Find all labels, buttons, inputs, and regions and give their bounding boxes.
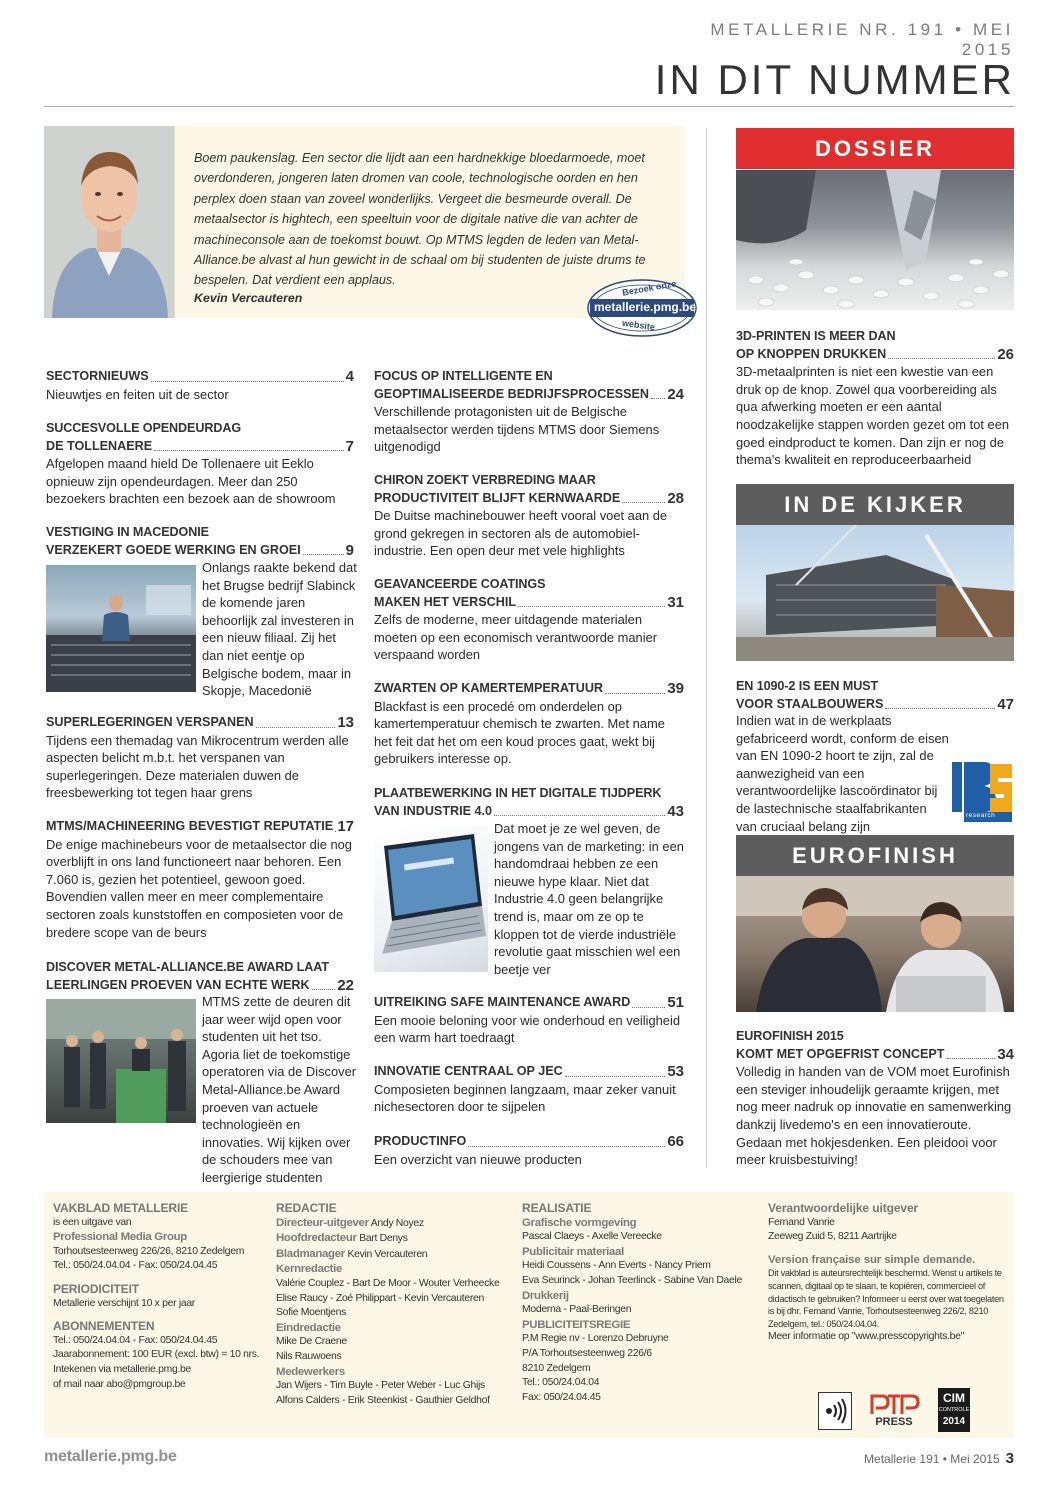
toc-item-heading: UITREIKING SAFE MAINTENANCE AWARD bbox=[374, 995, 631, 1009]
toc-item-heading: VOOR STAALBOUWERS bbox=[736, 696, 884, 711]
toc-item-heading: OP KNOPPEN DRUKKEN bbox=[736, 346, 887, 361]
toc-page-number: 53 bbox=[667, 1063, 684, 1080]
toc-item-coatings[interactable] bbox=[374, 576, 684, 664]
eurofinish-photo bbox=[736, 876, 1014, 1012]
toc-page-number: 28 bbox=[667, 489, 684, 507]
toc-item-safe-maintenance[interactable] bbox=[374, 994, 684, 1047]
toc-item-plaatbewerking-summary: Dat moet je ze wel geven, de jongens van de marketing: in een handomdraai hebben ze een nieuwe hype klaar. Niet dat Industrie 4.0 geen belangrijke trend is, maar om ze op te kloppen tot de vierde industriële revolutie gaat misschien wel een beetje ver bbox=[494, 821, 684, 977]
stamp-url[interactable]: metallerie.pmg.be bbox=[594, 300, 697, 314]
toc-item-summary: Een overzicht van nieuwe producten bbox=[374, 1151, 582, 1167]
column-divider bbox=[706, 128, 707, 1168]
stamp-bottom-text: website bbox=[621, 317, 656, 333]
toc-page-number: 17 bbox=[337, 818, 354, 835]
website-stamp[interactable] bbox=[586, 278, 698, 338]
toc-item-heading: ZWARTEN OP KAMERTEMPERATUUR bbox=[374, 681, 604, 695]
toc-item-chiron[interactable] bbox=[374, 472, 684, 560]
toc-page-number: 31 bbox=[667, 593, 684, 611]
toc-item-heading: PRODUCTINFO bbox=[374, 1134, 467, 1148]
toc-item-heading: SUPERLEGERINGEN VERSPANEN bbox=[46, 715, 254, 729]
toc-item-discover-award[interactable] bbox=[46, 959, 354, 994]
toc-item-summary: 3D-metaalprinten is niet een kwestie van een druk op de knop. Zowel qua voorbereiding als qua afwerking moeten er een aantal noodzakelijke stappen worden gezet om tot een goed eindproduct te komen. Dan zijn er nog de thema's kwaliteit en reproduceerbaarheid bbox=[736, 364, 1010, 468]
toc-page-number: 22 bbox=[337, 976, 354, 994]
toc-item-heading: SECTORNIEUWS bbox=[46, 369, 149, 383]
toc-item-summary: Composieten beginnen langzaam, maar zeker vanuit nichesectoren door te sijpelen bbox=[374, 1081, 676, 1115]
toc-item-heading: EUROFINISH 2015 bbox=[736, 1029, 844, 1043]
toc-item-summary: Afgelopen maand hield De Tollenaere uit Eeklo opnieuw zijn opendeurdagen. Meer dan 250 bezoekers brachten een bezoek aan de showroom bbox=[46, 456, 336, 507]
toc-item-heading: GEOPTIMALISEERDE BEDRIJFSPROCESSEN bbox=[374, 386, 650, 401]
toc-item-summary: Nieuwtjes en feiten uit de sector bbox=[46, 386, 229, 402]
colophon-column-realisatie: REALISATIE Grafische vormgeving Pascal Claeys - Axelle Vereecke Publicitair materiaal Heidi Coussens - Ann Everts - Nancy Priem Eva Seurinck - Johan Teerlinck - Sabine Van Daele Drukkerij Moderna - Paal-Beringen PUBLICITEITSREGIE P.M Regie nv - Lorenzo Debruyne P/A Torhoutsesteenweg 226/6 8210 Zedelgem Tel.: 050/24.04.04 Fax: 050/24.04.45 bbox=[522, 1201, 742, 1403]
cim-logo-text: CIM bbox=[943, 1391, 965, 1405]
toc-item-macedonie[interactable] bbox=[46, 524, 354, 559]
toc-item-tollenaere[interactable] bbox=[46, 420, 354, 508]
toc-item-3d-printen[interactable] bbox=[736, 328, 1014, 469]
toc-item-summary: Een mooie beloning voor wie onderhoud en veiligheid een warm hart toedraagt bbox=[374, 1012, 681, 1046]
page-title: IN DIT NUMMER bbox=[654, 56, 1015, 103]
stamp-top-text: Bezoek onze bbox=[621, 278, 677, 298]
toc-item-heading: VESTIGING IN MACEDONIE bbox=[46, 525, 209, 539]
bis-research-logo bbox=[950, 760, 1014, 822]
toc-item-mtms[interactable] bbox=[46, 818, 354, 941]
toc-item-en-1090[interactable] bbox=[736, 678, 1014, 713]
toc-item-heading: CHIRON ZOEKT VERBREDING MAAR bbox=[374, 473, 596, 487]
colophon-column-redactie: REDACTIE Directeur-uitgever Andy Noyez Hoofdredacteur Bart Denys Bladmanager Kevin Vercauteren Kernredactie Valérie Couplez - Bart De Moor - Wouter Verheecke Elise Raucy - Zoé Philippart - Kevin Vercauteren Sofie Moentjens Eindredactie Mike De Craene Nils Rauwoens Medewerkers Jan Wijers - Tim Buyle - Peter Weber - Luc Ghijs Alfons Calders - Erik Steenkist - Gauthier Geldhof bbox=[276, 1201, 500, 1406]
toc-item-heading: FOCUS OP INTELLIGENTE EN bbox=[374, 369, 553, 383]
toc-item-en-1090-summary: Indien wat in de werkplaats gefabriceerd wordt, conform de eisen van EN 1090-2 hoort te zijn, zal de aanwezigheid van een verantwoordelijke lascoördinator bij de lastechnische staalfabrikanten van cruciaal belang zijn bbox=[736, 713, 949, 834]
toc-item-focus[interactable] bbox=[374, 368, 684, 456]
editorial-author: Kevin Vercauteren bbox=[194, 291, 303, 305]
in-de-kijker-banner: IN DE KIJKER bbox=[736, 484, 1014, 525]
toc-item-heading: PRODUCTIVITEIT BLIJFT KERNWAARDE bbox=[374, 490, 621, 505]
press-logo-text: PRESS bbox=[875, 1416, 913, 1428]
toc-item-jec[interactable] bbox=[374, 1063, 684, 1116]
colophon-column-publisher: VAKBLAD METALLERIE is een uitgave van Professional Media Group Torhoutsesteenweg 226/26, 8210 Zedelgem Tel.: 050/24.04.04 - Fax: 050/24.04.45 PERIODICITEIT Metallerie verschijnt 10 x per jaar ABONNEMENTEN Tel.: 050/24.04.04 - Fax: 050/24.04.45 Jaarabonnement: 100 EUR (excl. btw) = 10 nrs. Intekenen via metallerie.pmg.be of mail naar abo@pmgroup.be bbox=[53, 1201, 260, 1390]
editorial-text: Boem paukenslag. Een sector die lijdt aan een hardnekkige bloedarmoede, moet overdonderen, jongeren laten dromen van coole, technologische oorden en hen perplex doen staan van zoveel wonderlijks. Vergeet die besmeurde overall. De metaalsector is hightech, een speeltuin voor de digitale native die van achter de machineconsole aan de toekomst bouwt. Op MTMS legden de leden van Metal-Alliance.be alvast al hun gewicht in de schaal om bij studenten de juiste drums te bespelen. Dat verdient een applaus. bbox=[194, 151, 646, 288]
toc-page-number: 4 bbox=[345, 368, 354, 385]
page-footer bbox=[820, 1450, 1014, 1467]
toc-page-number: 9 bbox=[345, 541, 354, 559]
tablet-laptop-photo bbox=[374, 826, 488, 972]
header-divider bbox=[44, 106, 1014, 107]
students-award-photo bbox=[46, 999, 196, 1123]
toc-item-summary: Verschillende protagonisten uit de Belgische metaalsector werden tijdens MTMS door Siemens uitgenodigd bbox=[374, 404, 660, 455]
toc-item-heading: VAN INDUSTRIE 4.0 bbox=[374, 803, 493, 818]
laser-machine-photo bbox=[46, 565, 196, 692]
logo-text: research bbox=[966, 812, 996, 819]
toc-item-superlegeringen[interactable] bbox=[46, 714, 354, 802]
3d-printing-photo bbox=[736, 170, 1014, 310]
toc-item-heading: MAKEN HET VERSCHIL bbox=[374, 594, 517, 609]
toc-item-heading: MTMS/MACHINEERING BEVESTIGT REPUTATIE bbox=[46, 819, 334, 833]
toc-page-number: 34 bbox=[997, 1045, 1014, 1063]
toc-item-summary: Tijdens een themadag van Mikrocentrum werden alle aspecten belicht m.b.t. het verspanen van superlegeringen. Deze materialen duwen de freesbewerking tot tegen haar grens bbox=[46, 732, 349, 801]
toc-item-summary: Volledig in handen van de VOM moet Eurofinish een steviger inhoudelijk geraamte krijgen, met nog meer nadruk op innovatie en samenwerking dankzij livedemo's en een innovatieroute. Gedaan met hokjesdenken. Een pleidooi voor meer kruisbestuiving! bbox=[736, 1064, 1012, 1168]
toc-page-number: 26 bbox=[997, 345, 1014, 363]
toc-page-number: 24 bbox=[667, 385, 684, 403]
toc-page-number: 39 bbox=[667, 680, 684, 697]
toc-item-zwarten[interactable] bbox=[374, 680, 684, 768]
toc-item-heading: LEERLINGEN PROEVEN VAN ECHTE WERK bbox=[46, 977, 310, 992]
toc-page-number: 43 bbox=[667, 802, 684, 820]
toc-item-discover-summary: MTMS zette de deuren dit jaar weer wijd open voor studenten uit het tso. Agoria liet de toekomstige operatoren via de Discover Metal-Alliance.be Award proeven van actuele technologieën en innovaties. Wij kijken over de schouders mee van leergierige studenten bbox=[202, 994, 357, 1185]
magazine-issue-line: METALLERIE NR. 191 • MEI 2015 bbox=[710, 20, 1014, 59]
dossier-banner: DOSSIER bbox=[736, 128, 1014, 169]
toc-item-heading: EN 1090-2 IS EEN MUST bbox=[736, 679, 879, 693]
toc-item-plaatbewerking[interactable] bbox=[374, 785, 684, 820]
toc-item-eurofinish[interactable] bbox=[736, 1028, 1014, 1169]
toc-item-heading: KOMT MET OPGEFRIST CONCEPT bbox=[736, 1046, 945, 1061]
cim-logo-year: 2014 bbox=[942, 1416, 966, 1427]
toc-item-heading: VERZEKERT GOEDE WERKING EN GROEI bbox=[46, 542, 301, 557]
toc-item-heading: GEAVANCEERDE COATINGS bbox=[374, 577, 546, 591]
toc-item-productinfo[interactable] bbox=[374, 1133, 684, 1168]
colophon-column-uitgever: Verantwoordelijke uitgever Fernand Vanrie Zeeweg Zuid 5, 8211 Aartrijke Version française sur simple demande. Dit vakblad is auteursrechtelijk beschermd. Wenst u artikels te scannen, digitaal op te slaan, te kopiëren, commercieel of didactisch te gebruiken? Informeer u eerst over wat toegelaten is bij dhr. Fernand Vanrie, Torhoutsesteenweg 226/2, 8210 Zedelgem, tel.: 050/24.04.04. Meer informatie op "www.presscopyrights.be" bbox=[768, 1201, 1004, 1343]
toc-item-heading: 3D-PRINTEN IS MEER DAN bbox=[736, 329, 896, 343]
toc-item-summary: De Duitse machinebouwer heeft vooral voet aan de grond gekregen in sectoren als de automobiel-industrie. Een open deur met vele highlights bbox=[374, 508, 668, 559]
page-footer-text: Metallerie 191 • Mei 2015 bbox=[864, 1452, 1000, 1466]
toc-item-summary: Zelfs de moderne, meer uitdagende materialen moeten op een economisch verantwoorde manier verspaand worden bbox=[374, 612, 658, 663]
toc-item-summary: Blackfast is een procedé om onderdelen op kamertemperatuur chemisch te zwarten. Met name het feit dat het om een koud proces gaat, wekt bij gebruikers interesse op. bbox=[374, 698, 665, 767]
website-link[interactable]: metallerie.pmg.be bbox=[44, 1448, 177, 1465]
press-logo bbox=[868, 1392, 920, 1432]
toc-item-heading: DE TOLLENAERE bbox=[46, 438, 153, 453]
toc-page-number: 66 bbox=[667, 1133, 684, 1150]
toc-item-heading: DISCOVER METAL-ALLIANCE.BE AWARD LAAT bbox=[46, 960, 329, 974]
toc-page-number: 7 bbox=[345, 437, 354, 455]
audio-icon bbox=[818, 1392, 852, 1430]
toc-item-heading: PLAATBEWERKING IN HET DIGITALE TIJDPERK bbox=[374, 786, 662, 800]
toc-item-summary: De enige machinebeurs voor de metaalsector die nog overblijft in ons land functioneert naar behoren. Een 7.060 is, gezien het potentieel, gewoon goed. Bovendien vallen meer en meer complementaire sectoren zoals kunststoffen en composieten voor de bredere scope van de beurs bbox=[46, 836, 352, 940]
toc-item-heading: SUCCESVOLLE OPENDEURDAG bbox=[46, 421, 242, 435]
editor-portrait bbox=[44, 126, 175, 318]
cim-logo-subtext: CONTROLE bbox=[938, 1407, 970, 1413]
eurofinish-banner: EUROFINISH bbox=[736, 835, 1014, 876]
toc-page-number: 13 bbox=[337, 714, 354, 731]
toc-item-heading: INNOVATIE CENTRAAL OP JEC bbox=[374, 1064, 563, 1078]
construction-site-photo bbox=[736, 525, 1014, 661]
cim-logo bbox=[938, 1388, 970, 1432]
page-number: 3 bbox=[1005, 1450, 1014, 1467]
toc-page-number: 47 bbox=[997, 695, 1014, 713]
toc-item-sectornieuws[interactable] bbox=[46, 368, 354, 403]
toc-page-number: 51 bbox=[667, 994, 684, 1011]
toc-item-macedonie-summary: Onlangs raakte bekend dat het Brugse bedrijf Slabinck de komende jaren behoorlijk zal investeren in een nieuw filiaal. Zij het dan niet eentje op Belgische bodem, maar in Skopje, Macedonië bbox=[202, 560, 357, 699]
